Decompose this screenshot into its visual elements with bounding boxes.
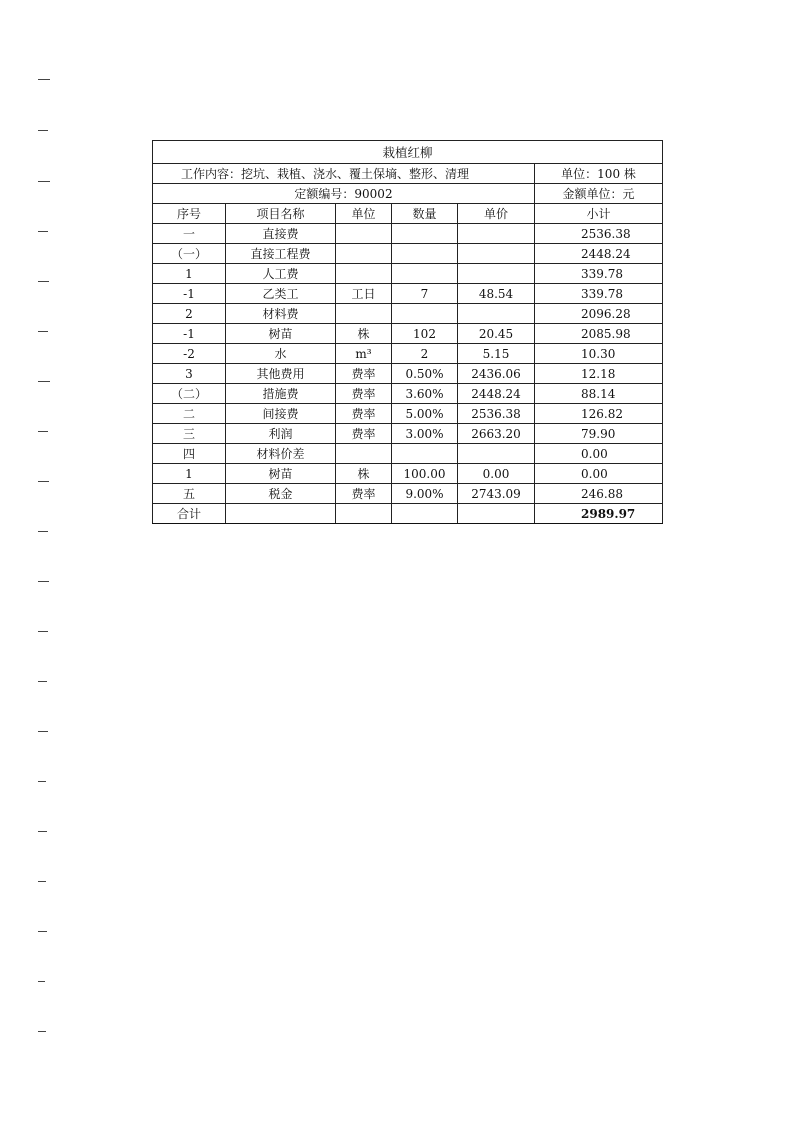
cell-empty bbox=[392, 504, 458, 524]
cell-price: 20.45 bbox=[458, 324, 535, 344]
margin-dash bbox=[38, 681, 47, 682]
margin-dash bbox=[38, 231, 48, 232]
work-content-row bbox=[153, 164, 663, 184]
table-row bbox=[153, 424, 663, 444]
table-row bbox=[153, 444, 663, 464]
margin-dash bbox=[38, 331, 48, 332]
cell-qty bbox=[392, 224, 458, 244]
cell-qty bbox=[392, 444, 458, 464]
table-row bbox=[153, 344, 663, 364]
cell-price bbox=[458, 264, 535, 284]
cell-subtotal: 10.30 bbox=[535, 344, 663, 364]
work-content: 工作内容：挖坑、栽植、浇水、覆土保墒、整形、清理 bbox=[153, 164, 535, 184]
margin-dash bbox=[38, 1031, 46, 1032]
cell-price: 2743.09 bbox=[458, 484, 535, 504]
cell-name: 利润 bbox=[226, 424, 336, 444]
cell-name: 材料价差 bbox=[226, 444, 336, 464]
cell-name: 间接费 bbox=[226, 404, 336, 424]
cell-no: 四 bbox=[153, 444, 226, 464]
cell-qty: 9.00% bbox=[392, 484, 458, 504]
cell-unit bbox=[336, 444, 392, 464]
margin-dash bbox=[38, 931, 47, 932]
cell-price bbox=[458, 304, 535, 324]
title-row bbox=[153, 141, 663, 164]
cell-subtotal: 2448.24 bbox=[535, 244, 663, 264]
quota-table bbox=[152, 140, 663, 524]
cell-no: -1 bbox=[153, 284, 226, 304]
margin-dash bbox=[38, 79, 50, 80]
cell-unit: 费率 bbox=[336, 484, 392, 504]
total-value: 2989.97 bbox=[535, 504, 663, 524]
cell-subtotal: 2085.98 bbox=[535, 324, 663, 344]
table-row bbox=[153, 464, 663, 484]
cell-name: 其他费用 bbox=[226, 364, 336, 384]
cell-subtotal: 339.78 bbox=[535, 284, 663, 304]
table-row bbox=[153, 244, 663, 264]
cell-price bbox=[458, 244, 535, 264]
total-row bbox=[153, 504, 663, 524]
cell-unit bbox=[336, 264, 392, 284]
cell-qty: 2 bbox=[392, 344, 458, 364]
cell-name: 树苗 bbox=[226, 464, 336, 484]
margin-dash bbox=[38, 881, 46, 882]
cell-qty: 3.60% bbox=[392, 384, 458, 404]
cell-unit: 工日 bbox=[336, 284, 392, 304]
cell-price bbox=[458, 224, 535, 244]
margin-dash bbox=[38, 431, 48, 432]
cell-subtotal: 79.90 bbox=[535, 424, 663, 444]
unit-label: 单位：100 株 bbox=[535, 164, 663, 184]
cell-no: 三 bbox=[153, 424, 226, 444]
header-price: 单价 bbox=[458, 204, 535, 224]
cell-price: 2436.06 bbox=[458, 364, 535, 384]
cell-price: 48.54 bbox=[458, 284, 535, 304]
margin-dash bbox=[38, 481, 49, 482]
cell-price: 5.15 bbox=[458, 344, 535, 364]
table-row bbox=[153, 264, 663, 284]
table-row bbox=[153, 224, 663, 244]
cell-subtotal: 12.18 bbox=[535, 364, 663, 384]
cell-qty bbox=[392, 304, 458, 324]
cell-no: 1 bbox=[153, 264, 226, 284]
cell-name: 直接工程费 bbox=[226, 244, 336, 264]
margin-dash bbox=[38, 831, 47, 832]
cell-subtotal: 2096.28 bbox=[535, 304, 663, 324]
header-no: 序号 bbox=[153, 204, 226, 224]
cell-no: -1 bbox=[153, 324, 226, 344]
cell-unit: 株 bbox=[336, 324, 392, 344]
cell-price: 2663.20 bbox=[458, 424, 535, 444]
table-row bbox=[153, 324, 663, 344]
cell-unit: 费率 bbox=[336, 364, 392, 384]
margin-dash bbox=[38, 631, 48, 632]
cell-no: 2 bbox=[153, 304, 226, 324]
table-title: 栽植红柳 bbox=[153, 141, 663, 164]
cell-no: 一 bbox=[153, 224, 226, 244]
cell-unit: 费率 bbox=[336, 424, 392, 444]
cell-name: 乙类工 bbox=[226, 284, 336, 304]
table-row bbox=[153, 304, 663, 324]
cell-name: 材料费 bbox=[226, 304, 336, 324]
margin-dash bbox=[38, 581, 49, 582]
cell-no: （二） bbox=[153, 384, 226, 404]
header-name: 项目名称 bbox=[226, 204, 336, 224]
cell-unit: 费率 bbox=[336, 404, 392, 424]
cell-no: （一） bbox=[153, 244, 226, 264]
cell-subtotal: 126.82 bbox=[535, 404, 663, 424]
cell-qty: 102 bbox=[392, 324, 458, 344]
cell-qty bbox=[392, 244, 458, 264]
cell-price: 2448.24 bbox=[458, 384, 535, 404]
margin-dash bbox=[38, 781, 46, 782]
cell-subtotal: 0.00 bbox=[535, 464, 663, 484]
quota-number: 定额编号：90002 bbox=[153, 184, 535, 204]
cell-subtotal: 339.78 bbox=[535, 264, 663, 284]
cell-unit bbox=[336, 244, 392, 264]
cell-no: 二 bbox=[153, 404, 226, 424]
total-label: 合计 bbox=[153, 504, 226, 524]
cell-name: 人工费 bbox=[226, 264, 336, 284]
cell-qty: 7 bbox=[392, 284, 458, 304]
cell-qty: 100.00 bbox=[392, 464, 458, 484]
cell-unit bbox=[336, 224, 392, 244]
table-row bbox=[153, 364, 663, 384]
margin-dash bbox=[38, 531, 48, 532]
header-qty: 数量 bbox=[392, 204, 458, 224]
cell-price: 0.00 bbox=[458, 464, 535, 484]
table-row bbox=[153, 484, 663, 504]
table-row bbox=[153, 284, 663, 304]
margin-dash bbox=[38, 181, 50, 182]
header-row bbox=[153, 204, 663, 224]
header-unit: 单位 bbox=[336, 204, 392, 224]
cell-name: 措施费 bbox=[226, 384, 336, 404]
cell-unit bbox=[336, 304, 392, 324]
cell-price bbox=[458, 444, 535, 464]
cell-unit: 费率 bbox=[336, 384, 392, 404]
quota-number-row bbox=[153, 184, 663, 204]
cell-name: 树苗 bbox=[226, 324, 336, 344]
margin-dash bbox=[38, 130, 48, 131]
cell-unit: m³ bbox=[336, 344, 392, 364]
table-row bbox=[153, 404, 663, 424]
margin-dash bbox=[38, 281, 49, 282]
cell-no: 五 bbox=[153, 484, 226, 504]
cell-qty: 0.50% bbox=[392, 364, 458, 384]
cell-price: 2536.38 bbox=[458, 404, 535, 424]
header-subtotal: 小计 bbox=[535, 204, 663, 224]
cell-subtotal: 246.88 bbox=[535, 484, 663, 504]
cell-name: 税金 bbox=[226, 484, 336, 504]
cell-name: 直接费 bbox=[226, 224, 336, 244]
cell-unit: 株 bbox=[336, 464, 392, 484]
cell-subtotal: 0.00 bbox=[535, 444, 663, 464]
cell-qty: 3.00% bbox=[392, 424, 458, 444]
cell-name: 水 bbox=[226, 344, 336, 364]
margin-dash bbox=[38, 731, 48, 732]
cell-subtotal: 2536.38 bbox=[535, 224, 663, 244]
cell-qty: 5.00% bbox=[392, 404, 458, 424]
cell-qty bbox=[392, 264, 458, 284]
cell-subtotal: 88.14 bbox=[535, 384, 663, 404]
table-row bbox=[153, 384, 663, 404]
margin-dash bbox=[38, 381, 50, 382]
cell-no: -2 bbox=[153, 344, 226, 364]
money-unit: 金额单位：元 bbox=[535, 184, 663, 204]
cell-empty bbox=[458, 504, 535, 524]
cell-no: 1 bbox=[153, 464, 226, 484]
margin-dash bbox=[38, 981, 45, 982]
cell-no: 3 bbox=[153, 364, 226, 384]
cell-empty bbox=[226, 504, 336, 524]
cell-empty bbox=[336, 504, 392, 524]
